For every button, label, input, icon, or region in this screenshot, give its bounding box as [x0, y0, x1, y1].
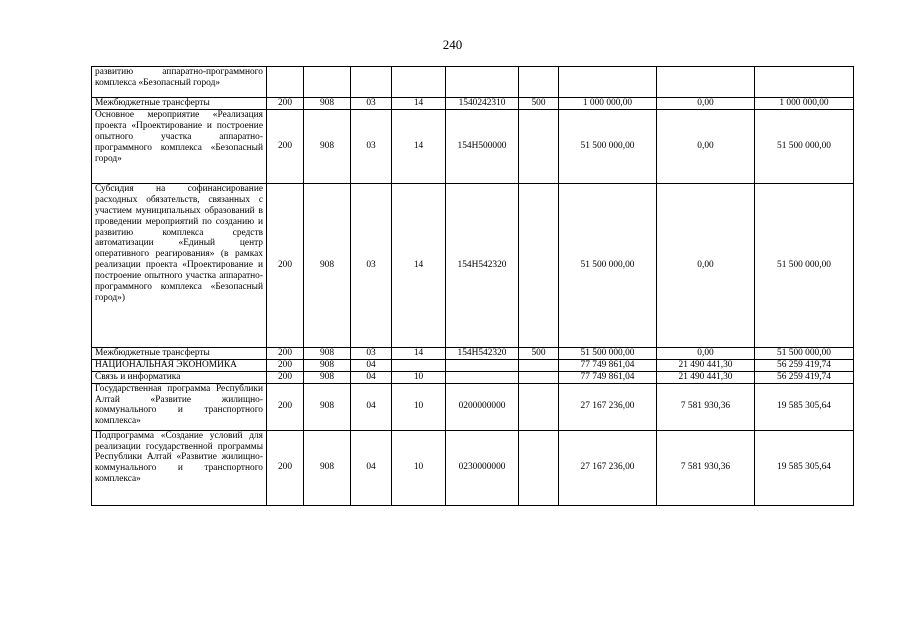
row-name-cell: Государственная программа Республики Алтай «Развитие жилищно-коммунального и транспортного комплекса»	[92, 383, 267, 430]
department-code-cell: 908	[304, 109, 351, 183]
expense-type-code-cell	[519, 371, 559, 383]
row-name-cell: Основное мероприятие «Реализация проекта «Проектирование и построение опытного участка аппаратно-программного комплекса «Безопасный город»	[92, 109, 267, 183]
amount-change-cell: 0,00	[657, 98, 755, 110]
section-code-cell: 04	[351, 430, 392, 505]
table-row	[92, 371, 854, 383]
subsection-code-cell	[392, 67, 446, 98]
subsection-code-cell: 14	[392, 109, 446, 183]
target-article-code-cell: 154Н542320	[446, 347, 519, 359]
row-name-cell: НАЦИОНАЛЬНАЯ ЭКОНОМИКА	[92, 359, 267, 371]
expense-type-code-cell	[519, 183, 559, 347]
target-article-code-cell: 0230000000	[446, 430, 519, 505]
amount-result-cell: 51 500 000,00	[755, 183, 854, 347]
sub-code-cell: 200	[267, 109, 304, 183]
row-name-cell: Подпрограмма «Создание условий для реализации государственной программы Республики Алтай «Развитие жилищно-коммунального и транспортного комплекса»	[92, 430, 267, 505]
amount-total-cell	[559, 67, 657, 98]
amount-total-cell: 51 500 000,00	[559, 347, 657, 359]
amount-result-cell: 1 000 000,00	[755, 98, 854, 110]
amount-result-cell: 56 259 419,74	[755, 371, 854, 383]
amount-total-cell: 51 500 000,00	[559, 183, 657, 347]
department-code-cell	[304, 67, 351, 98]
sub-code-cell: 200	[267, 430, 304, 505]
sub-code-cell: 200	[267, 383, 304, 430]
subsection-code-cell: 14	[392, 98, 446, 110]
subsection-code-cell: 10	[392, 430, 446, 505]
page-number: 240	[442, 37, 463, 52]
target-article-code-cell: 154Н500000	[446, 109, 519, 183]
expense-type-code-cell: 500	[519, 347, 559, 359]
target-article-code-cell	[446, 67, 519, 98]
amount-total-cell: 51 500 000,00	[559, 109, 657, 183]
subsection-code-cell: 10	[392, 383, 446, 430]
budget-table	[91, 66, 854, 506]
amount-total-cell: 27 167 236,00	[559, 430, 657, 505]
amount-total-cell: 77 749 861,04	[559, 359, 657, 371]
department-code-cell: 908	[304, 359, 351, 371]
department-code-cell: 908	[304, 347, 351, 359]
sub-code-cell: 200	[267, 98, 304, 110]
amount-change-cell: 0,00	[657, 183, 755, 347]
target-article-code-cell	[446, 371, 519, 383]
department-code-cell: 908	[304, 383, 351, 430]
amount-change-cell: 7 581 930,36	[657, 430, 755, 505]
amount-change-cell: 21 490 441,30	[657, 371, 755, 383]
target-article-code-cell	[446, 359, 519, 371]
amount-total-cell: 1 000 000,00	[559, 98, 657, 110]
table-row	[92, 383, 854, 430]
amount-change-cell: 0,00	[657, 109, 755, 183]
section-code-cell: 03	[351, 109, 392, 183]
table-row	[92, 109, 854, 183]
amount-change-cell: 21 490 441,30	[657, 359, 755, 371]
target-article-code-cell: 0200000000	[446, 383, 519, 430]
row-name-cell: Межбюджетные трансферты	[92, 347, 267, 359]
department-code-cell: 908	[304, 183, 351, 347]
section-code-cell: 04	[351, 371, 392, 383]
row-name-cell: развитию аппаратно-программного комплекса «Безопасный город»	[92, 67, 267, 98]
table-row	[92, 347, 854, 359]
amount-total-cell: 27 167 236,00	[559, 383, 657, 430]
expense-type-code-cell	[519, 67, 559, 98]
target-article-code-cell: 154Н542320	[446, 183, 519, 347]
department-code-cell: 908	[304, 430, 351, 505]
amount-result-cell: 56 259 419,74	[755, 359, 854, 371]
sub-code-cell: 200	[267, 359, 304, 371]
amount-change-cell	[657, 67, 755, 98]
subsection-code-cell: 14	[392, 347, 446, 359]
subsection-code-cell: 10	[392, 371, 446, 383]
table-row	[92, 67, 854, 98]
expense-type-code-cell	[519, 383, 559, 430]
section-code-cell: 04	[351, 359, 392, 371]
expense-type-code-cell	[519, 359, 559, 371]
table-row	[92, 183, 854, 347]
section-code-cell: 04	[351, 383, 392, 430]
amount-change-cell: 0,00	[657, 347, 755, 359]
table-row	[92, 430, 854, 505]
section-code-cell: 03	[351, 98, 392, 110]
sub-code-cell: 200	[267, 347, 304, 359]
table-row	[92, 98, 854, 110]
section-code-cell	[351, 67, 392, 98]
section-code-cell: 03	[351, 347, 392, 359]
section-code-cell: 03	[351, 183, 392, 347]
sub-code-cell: 200	[267, 183, 304, 347]
expense-type-code-cell	[519, 109, 559, 183]
amount-total-cell: 77 749 861,04	[559, 371, 657, 383]
row-name-cell: Межбюджетные трансферты	[92, 98, 267, 110]
amount-result-cell: 19 585 305,64	[755, 383, 854, 430]
subsection-code-cell	[392, 359, 446, 371]
amount-result-cell: 19 585 305,64	[755, 430, 854, 505]
row-name-cell: Субсидия на софинансирование расходных обязательств, связанных с участием муниципальных образований в проведении мероприятий по созданию и развитию комплекса средств автоматизации «Единый центр оперативного реагирования» (в рамках реализации проекта «Проектирование и построение опытного участка аппаратно-программного комплекса «Безопасный город»)	[92, 183, 267, 347]
expense-type-code-cell	[519, 430, 559, 505]
table-row	[92, 359, 854, 371]
amount-result-cell: 51 500 000,00	[755, 109, 854, 183]
department-code-cell: 908	[304, 98, 351, 110]
expense-type-code-cell: 500	[519, 98, 559, 110]
amount-change-cell: 7 581 930,36	[657, 383, 755, 430]
sub-code-cell	[267, 67, 304, 98]
amount-result-cell	[755, 67, 854, 98]
department-code-cell: 908	[304, 371, 351, 383]
subsection-code-cell: 14	[392, 183, 446, 347]
sub-code-cell: 200	[267, 371, 304, 383]
target-article-code-cell: 1540242310	[446, 98, 519, 110]
table-body	[92, 67, 854, 506]
amount-result-cell: 51 500 000,00	[755, 347, 854, 359]
row-name-cell: Связь и информатика	[92, 371, 267, 383]
